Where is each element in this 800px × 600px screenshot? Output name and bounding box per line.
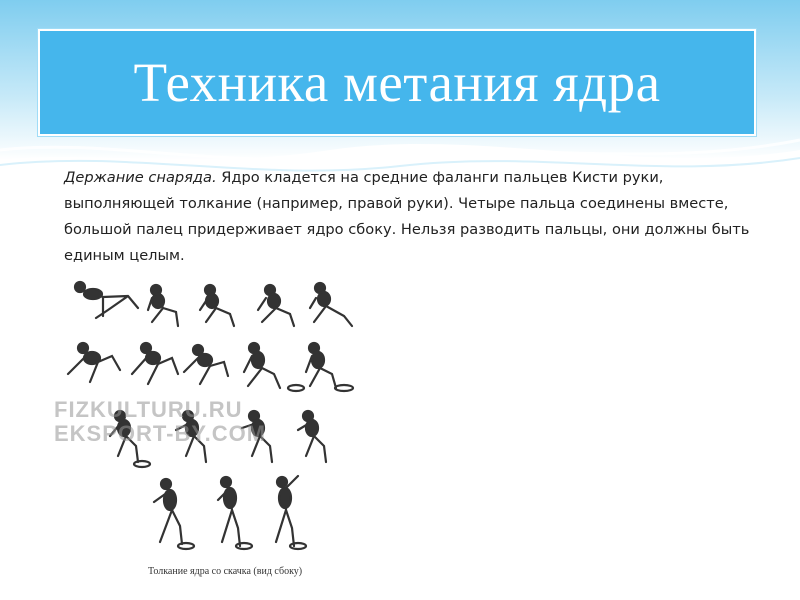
paragraph-lead: Держание снаряда. [64,169,217,186]
watermark-line: EKSPORT-BY.COM [54,421,267,446]
athlete-figure [184,345,228,384]
athlete-figure [276,476,306,549]
paragraph-body: Ядро кладется на средние фаланги пальцев Кисти руки, выполняющей толкание (например, правой руки). Четыре пальца соединены вместе, большой палец придерживает ядро сбоку. Нельзя разводить пальцы, они должны быть единым целым. [64,169,750,264]
athlete-figure [75,282,138,318]
description-paragraph [64,165,764,269]
athlete-figure [132,343,178,384]
athlete-figure [244,343,304,391]
athlete-figure [258,285,294,326]
figure-caption: Толкание ядра со скачка (вид сбоку) [148,566,303,577]
athlete-figure [310,283,352,326]
athlete-figure [306,343,353,391]
title-banner [38,29,756,136]
watermark-line: FIZKULTURU.RU [54,397,243,422]
athlete-figure [154,479,194,549]
athlete-figure [148,285,178,326]
slide-title: Техника метания ядра [133,52,661,113]
athlete-figure [218,477,252,549]
image-watermark [54,398,364,446]
athlete-figure [68,343,120,382]
athlete-figure [200,285,234,326]
